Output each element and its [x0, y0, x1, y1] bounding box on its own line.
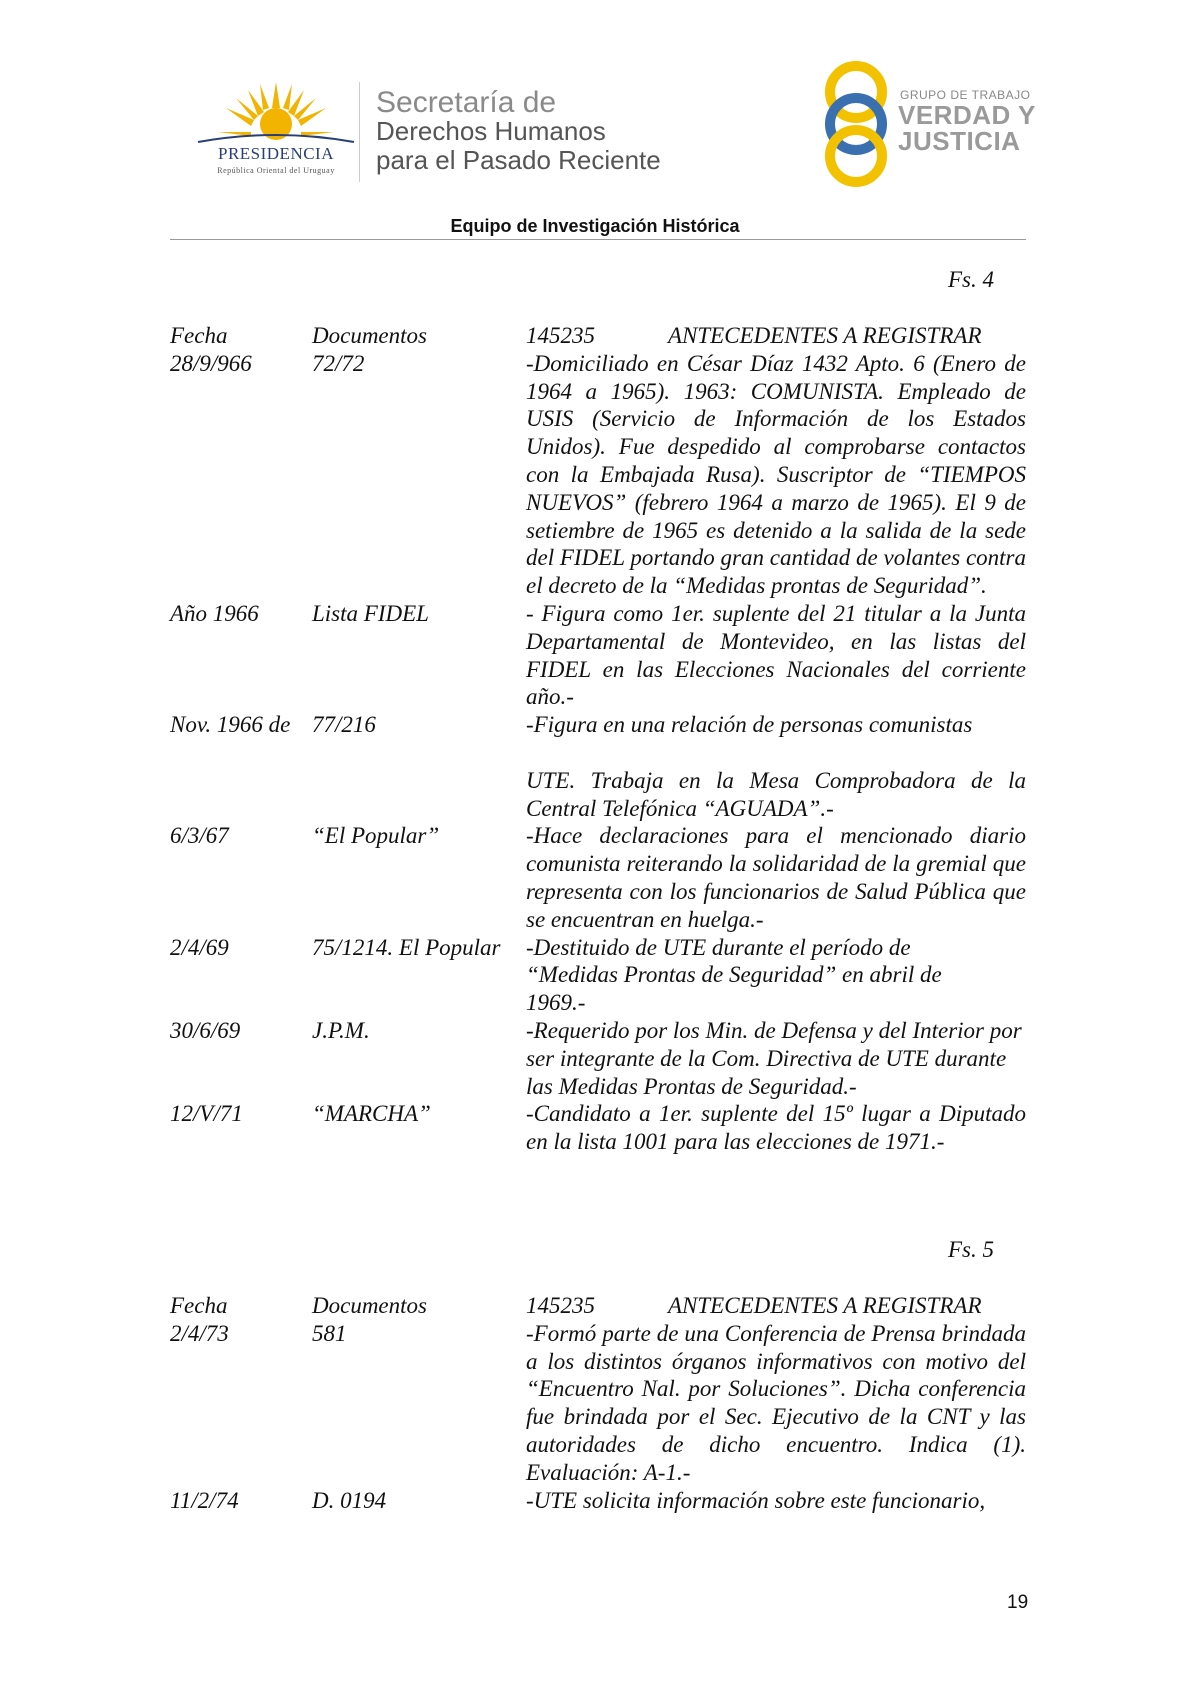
logo-divider	[359, 82, 360, 182]
row-date: 2/4/69	[170, 934, 229, 960]
row-document: J.P.M.	[312, 1017, 370, 1043]
secretaria-logo-text	[376, 88, 661, 175]
row-document: “El Popular”	[312, 823, 440, 849]
row-date: Año 1966	[170, 600, 259, 626]
secretaria-line-3: para el Pasado Reciente	[376, 145, 661, 175]
col-title-header: ANTECEDENTES A REGISTRAR	[668, 1293, 982, 1318]
row-date: 6/3/67	[170, 823, 229, 849]
row-date: 12/V/71	[170, 1101, 243, 1127]
sun-icon	[196, 78, 356, 148]
row-text: -Hace declaraciones para el mencionado diario comunista reiterando la solidaridad de la gremial que representa con los funcionarios de Salud Pública que se encuentran en huelga.-	[526, 823, 1026, 932]
column-header-row	[170, 322, 1026, 350]
verdad-label: VERDAD Y	[898, 100, 1036, 130]
table-row	[170, 1320, 1026, 1487]
col-fecha-header: Fecha	[170, 323, 228, 348]
table-row	[170, 1487, 1026, 1515]
row-document: 77/216	[312, 712, 376, 738]
table-row	[170, 1017, 1026, 1100]
row-text: -Domiciliado en César Díaz 1432 Apto. 6 (Enero de 1964 a 1965). 1963: COMUNISTA. Empleado de USIS (Servicio de Información de los Estados Unidos). Fue despedido al comprobarse contactos con la Embajada Rusa). Suscriptor de “TIEMPOS NUEVOS” (febrero 1964 a marzo de 1965). El 9 de setiembre de 1965 es detenido a la salida de la sede del FIDEL portando gran cantidad de volantes contra el decreto de la “Medidas prontas de Seguridad”.	[526, 350, 1026, 599]
row-text: - Figura como 1er. suplente del 21 titular a la Junta Departamental de Montevideo, en las listas del FIDEL en las Elecciones Nacionales del corriente año.-	[526, 600, 1026, 710]
record-id: 145235	[526, 323, 595, 348]
table-row	[170, 1100, 1026, 1156]
column-header-row	[170, 1292, 1026, 1320]
row-document: Lista FIDEL	[312, 600, 429, 626]
record-section-fs4	[170, 322, 1026, 1156]
row-gap	[526, 739, 1026, 767]
row-date: 30/6/69	[170, 1017, 241, 1043]
row-date: Nov. 1966 de	[170, 712, 291, 738]
folio-label: Fs. 5	[948, 1237, 994, 1262]
row-text: UTE. Trabaja en la Mesa Comprobadora de la Central Telefónica “AGUADA”.-	[526, 767, 1026, 821]
presidencia-logo	[196, 78, 356, 178]
secretaria-line-1: Secretaría de	[376, 86, 557, 119]
row-date: 28/9/966	[170, 350, 252, 376]
team-title: Equipo de Investigación Histórica	[450, 216, 740, 236]
table-row	[170, 600, 1026, 711]
row-document: 72/72	[312, 350, 365, 376]
row-date: 11/2/74	[170, 1487, 239, 1513]
row-document: D. 0194	[312, 1487, 387, 1513]
justicia-label: JUSTICIA	[898, 126, 1021, 156]
page-number: 19	[1007, 1592, 1029, 1613]
presidencia-sublabel: República Oriental del Uruguay	[217, 166, 335, 175]
page-header	[0, 0, 1190, 240]
row-document: “MARCHA”	[312, 1101, 431, 1127]
record-id: 145235	[526, 1293, 595, 1318]
row-date: 2/4/73	[170, 1320, 229, 1346]
row-text: -Destituido de UTE durante el período de “Medidas Prontas de Seguridad” en abril de 1969.-	[526, 934, 942, 1016]
rings-icon	[818, 58, 898, 188]
presidencia-label: PRESIDENCIA	[217, 144, 334, 163]
table-row	[170, 350, 1026, 600]
col-fecha-header: Fecha	[170, 1293, 228, 1318]
grupo-label: GRUPO DE TRABAJO	[900, 88, 1031, 102]
folio-label: Fs. 4	[948, 267, 994, 292]
verdad-justicia-logo	[818, 58, 1038, 188]
row-text: -Requerido por los Min. de Defensa y del Interior por ser integrante de la Com. Directiva de UTE durante las Medidas Prontas de Seguridad.-	[526, 1017, 1022, 1099]
secretaria-line-2: Derechos Humanos	[376, 116, 606, 146]
row-document: 75/1214. El Popular	[312, 934, 501, 960]
table-row	[170, 934, 1026, 1017]
header-rule	[170, 239, 1026, 240]
row-text-first: -Figura en una relación de personas comunistas	[526, 712, 973, 738]
row-document: 581	[312, 1320, 347, 1346]
record-section-fs5	[170, 1292, 1026, 1514]
col-title-header: ANTECEDENTES A REGISTRAR	[668, 323, 982, 348]
table-row	[170, 711, 1026, 822]
col-docs-header: Documentos	[312, 1293, 427, 1318]
col-docs-header: Documentos	[312, 323, 427, 348]
table-row	[170, 822, 1026, 933]
row-text: -Formó parte de una Conferencia de Prensa brindada a los distintos órganos informativos con motivo del “Encuentro Nal. por Soluciones”. Dicha conferencia fue brindada por el Sec. Ejecutivo de la CNT y las autoridades de dicho encuentro. Indica (1). Evaluación: A-1.-	[526, 1320, 1026, 1485]
row-text: -UTE solicita información sobre este funcionario,	[526, 1487, 986, 1513]
row-text: -Candidato a 1er. suplente del 15º lugar a Diputado en la lista 1001 para las elecciones de 1971.-	[526, 1101, 1026, 1155]
